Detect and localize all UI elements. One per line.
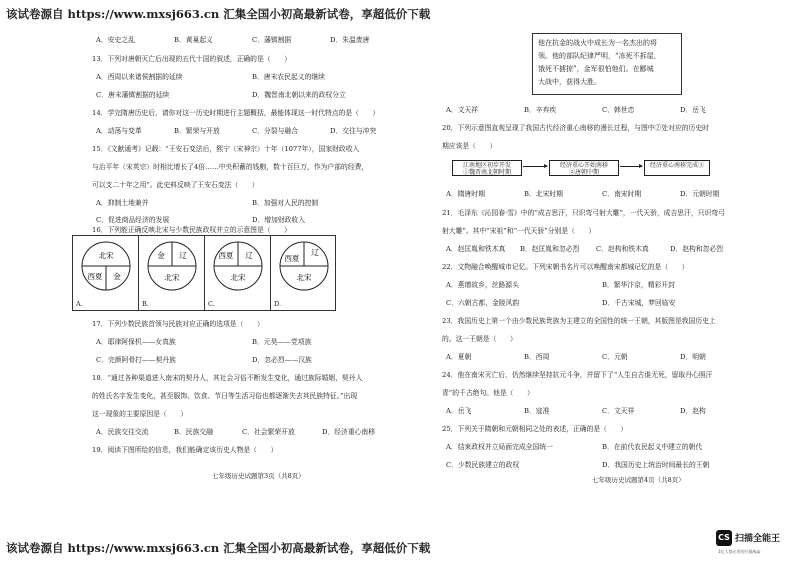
camscanner-icon: CS xyxy=(716,530,732,546)
pie-c-label-bottom: 北宋 xyxy=(230,273,246,282)
q15-line-3: 可以支二十年之用”。此史料反映了王安石变法（ ） xyxy=(92,181,259,189)
q15-option-c: C．促进商品经济的发展 xyxy=(96,216,170,224)
pie-c-label-left: 西夏 xyxy=(218,251,234,260)
camscanner-tagline: 3亿人都在用的扫描App xyxy=(718,549,761,554)
q13-stem: 13．下列对唐朝灭亡后出现的五代十国的叙述，正确的是（ ） xyxy=(92,55,291,63)
q23-option-d: D．明朝 xyxy=(680,353,706,361)
flow-box-2: 经济重心开始南移 ②唐朝中期 xyxy=(549,160,619,176)
q17-option-c: C．完颜阿骨打——契丹族 xyxy=(96,356,176,364)
flow-box-1: 江南地区初步开发 ①魏晋南北朝时期 xyxy=(452,160,522,176)
pie-diagram-d xyxy=(277,239,331,293)
q24-option-c: C．文天祥 xyxy=(602,407,635,415)
pie-c-label-right: 辽 xyxy=(245,251,253,260)
q21-option-d: D．赵构和忽必烈 xyxy=(670,245,724,253)
q14-option-a: A．动荡与变革 xyxy=(96,127,142,135)
q18-option-b: B．民族交融 xyxy=(174,428,213,436)
pie-b-label-left: 金 xyxy=(157,251,165,260)
q25-option-d: D．我国历史上统治时间最长的王朝 xyxy=(602,461,710,469)
flow-arrow-2 xyxy=(620,166,642,167)
q19-quote-box xyxy=(532,33,682,95)
q17-option-a: A．耶律阿保机——女真族 xyxy=(96,338,176,346)
q18-option-c: C．社会繁荣开放 xyxy=(242,428,295,436)
q24-option-b: B．寇准 xyxy=(524,407,550,415)
q23-option-b: B．西周 xyxy=(524,353,550,361)
q20-option-d: D．元朝时期 xyxy=(680,190,720,198)
q15-option-d: D．增加财政收入 xyxy=(252,216,306,224)
q17-option-d: D．忽必烈——汉族 xyxy=(252,356,312,364)
pie-diagram-b xyxy=(145,239,199,293)
q20-option-a: A．隋唐时期 xyxy=(446,190,485,198)
quote-line-2: 领。他的部队纪律严明，“冻死不拆屋， xyxy=(538,52,661,60)
q13-option-b: B．唐末农民起义的继续 xyxy=(252,73,325,81)
q21-option-a: A．赵匡胤和铁木真 xyxy=(446,245,506,253)
q15-option-a: A．抑制土地兼并 xyxy=(96,199,149,207)
q25-stem: 25．下列关于隋朝和元朝相同之处的表述，正确的是（ ） xyxy=(442,425,628,433)
q18-line-1: 18．“通过各种渠道进入南宋的契丹人，其社会习俗不断发生变化，通过族际婚姻，契丹人 xyxy=(92,374,363,382)
q18-option-d: D．经济重心南移 xyxy=(322,428,376,436)
q23-option-c: C．元朝 xyxy=(602,353,628,361)
q24-option-a: A．岳飞 xyxy=(446,407,472,415)
q13-option-c: C．唐末藩镇割据的延续 xyxy=(96,91,170,99)
q16-option-a-diagram xyxy=(73,236,139,310)
q23-line-2: 的。这一王朝是（ ） xyxy=(442,335,517,343)
q25-option-a: A．结束政权并立局面完成全国统一 xyxy=(446,443,553,451)
q17-option-b: B．元昊——党项族 xyxy=(252,338,312,346)
q22-stem: 22．文物融合唤醒城市记忆。下列宋朝书名片可以唤醒南宋都城记忆的是（ ） xyxy=(442,263,689,271)
pie-diagram-c xyxy=(211,239,265,293)
q22-option-a: A．燕缯故乡，丝路源头 xyxy=(446,281,519,289)
q25-option-b: B．在前代农民起义中建立的朝代 xyxy=(602,443,703,451)
pie-b-label-bottom: 北宋 xyxy=(164,273,180,282)
q24-line-2: 青”的千古绝句。他是（ ） xyxy=(442,389,534,397)
q16-label-a: A. xyxy=(76,300,83,308)
q23-option-a: A．夏朝 xyxy=(446,353,472,361)
q25-option-c: C．少数民族建立的政权 xyxy=(446,461,520,469)
q18-option-a: A．民族交往交流 xyxy=(96,428,149,436)
q16-label-d: D. xyxy=(274,300,282,308)
q14-option-c: C．分裂与融合 xyxy=(252,127,298,135)
q15-option-b: B．加强对人民的控制 xyxy=(252,199,319,207)
q16-label-b: B. xyxy=(142,300,149,308)
right-page-footer: 七年级历史试题第4页（共8页） xyxy=(592,476,685,484)
q20-option-c: C．南宋时期 xyxy=(602,190,642,198)
bottom-watermark-banner: 该试卷源自 https://www.mxsj663.cn 汇集全国小初高最新试卷，享超低价下载 xyxy=(6,541,431,555)
quote-line-3: 饿死不掳掠”，金军很怕他们。在郾城 xyxy=(538,65,654,73)
q16-stem: 16．下列能正确反映北宋与少数民族政权并立的示意图是（ ） xyxy=(92,226,291,234)
q15-line-1: 15．《文献通考》记载：“王安石变法后，熙宁（宋神宗）十年（1077年），国家财政收入 xyxy=(92,145,360,153)
q16-label-c: C. xyxy=(208,300,215,308)
q22-option-c: C．六朝古都，金陵风韵 xyxy=(446,299,520,307)
q12-option-b: B．黄巢起义 xyxy=(174,36,213,44)
pie-d-label-left: 西夏 xyxy=(284,254,300,263)
q21-line-2: 射大雕”。其中“宋祖”和“一代天骄”分别是（ ） xyxy=(442,227,596,235)
q14-stem: 14．学完隋唐历史后，请你对这一历史时期进行主题概括，最能体现这一时代特点的是（ ） xyxy=(92,109,380,117)
pie-d-label-right: 辽 xyxy=(311,248,319,257)
q24-line-1: 24．他在南宋灭亡后，仍然继续坚持抗元斗争，并留下了“人生自古谁无死，留取丹心照汗 xyxy=(442,371,713,379)
quote-line-1: 他在抗金的战火中成长为一名杰出的将 xyxy=(538,39,657,47)
q16-option-c-diagram xyxy=(205,236,271,310)
q14-option-b: B．繁荣与开放 xyxy=(174,127,220,135)
camscanner-name: 扫描全能王 xyxy=(735,534,781,544)
q12-option-a: A．安史之乱 xyxy=(96,36,135,44)
q20-flow-diagram xyxy=(452,158,714,180)
q21-line-1: 21．毛泽东《沁园春·雪》中的“成吉思汗，只识弯弓射大雕”，一代天骄，成吉思汗，只识弯弓 xyxy=(442,209,725,217)
q20-line-1: 20．下列示意图直观呈现了我国古代经济重心南移的漫长过程，与图中②处对应的历史时 xyxy=(442,124,709,132)
flow-arrow-1 xyxy=(523,166,547,167)
q20-line-2: 期应该是（ ） xyxy=(442,142,497,150)
q20-option-b: B．北宋时期 xyxy=(524,190,563,198)
q14-option-d: D．交往与冲突 xyxy=(330,127,377,135)
q17-stem: 17．下列少数民族首领与民族对应正确的选项是（ ） xyxy=(92,320,264,328)
q12-option-d: D．朱温废唐 xyxy=(330,36,370,44)
q19-option-d: D．岳飞 xyxy=(680,106,706,114)
q16-option-b-diagram xyxy=(139,236,205,310)
q21-option-b: B．赵匡胤和忽必烈 xyxy=(520,245,580,253)
q19-option-c: C．韩世忠 xyxy=(602,106,635,114)
q18-line-3: 这一现象的主要原因是（ ） xyxy=(92,410,188,418)
q22-option-b: B．繁华汴京，精彩开封 xyxy=(602,281,675,289)
pie-b-label-right: 辽 xyxy=(179,251,187,260)
pie-diagram-a xyxy=(79,239,133,293)
q13-option-a: A．西周以来诸侯割据的延续 xyxy=(96,73,183,81)
q23-line-1: 23．我国历史上第一个由少数民族贵族为主建立的全国性的统一王朝，其版图是我国历史上 xyxy=(442,317,716,325)
q18-line-2: 的姓氏名字发生变化，甚至服饰、饮食、节日等生活习俗也都逐渐失去其民族特征。”出现 xyxy=(92,392,358,400)
pie-d-label-bottom: 北宋 xyxy=(296,273,312,282)
q22-option-d: D．千古宋城，梦回临安 xyxy=(602,299,676,307)
pie-a-label-left: 西夏 xyxy=(87,272,103,281)
flow-box-3: 经济重心南移完成③ xyxy=(644,160,710,176)
q19-stem: 19．阅读下图所给的信息，我们能确定该历史人物是（ ） xyxy=(92,446,278,454)
pie-a-label-top: 北宋 xyxy=(98,251,114,260)
q19-option-a: A．文天祥 xyxy=(446,106,479,114)
scanned-exam-spread xyxy=(22,25,782,511)
top-watermark-banner: 该试卷源自 https://www.mxsj663.cn 汇集全国小初高最新试卷，享超低价下载 xyxy=(6,7,431,21)
q24-option-d: D．赵构 xyxy=(680,407,706,415)
q12-option-c: C．藩镇割据 xyxy=(252,36,292,44)
q16-diagram-options xyxy=(72,235,336,311)
q16-option-d-diagram xyxy=(271,236,337,310)
camscanner-logo xyxy=(716,528,790,556)
q21-option-c: C．赵构和铁木真 xyxy=(596,245,649,253)
quote-line-4: 大战中，获得大胜。 xyxy=(538,78,601,86)
pie-a-label-right: 金 xyxy=(113,272,121,281)
left-page-footer: 七年级历史试题第3页（共8页） xyxy=(212,472,305,480)
q19-option-b: B．辛弃疾 xyxy=(524,106,557,114)
q15-line-2: 与治平年（宋英宗）时相比增长了4倍……中央积蓄的钱粮，数十百巨万，作为户部的经费， xyxy=(92,163,369,171)
q13-option-d: D．魏晋南北朝以来的政权分立 xyxy=(252,91,346,99)
